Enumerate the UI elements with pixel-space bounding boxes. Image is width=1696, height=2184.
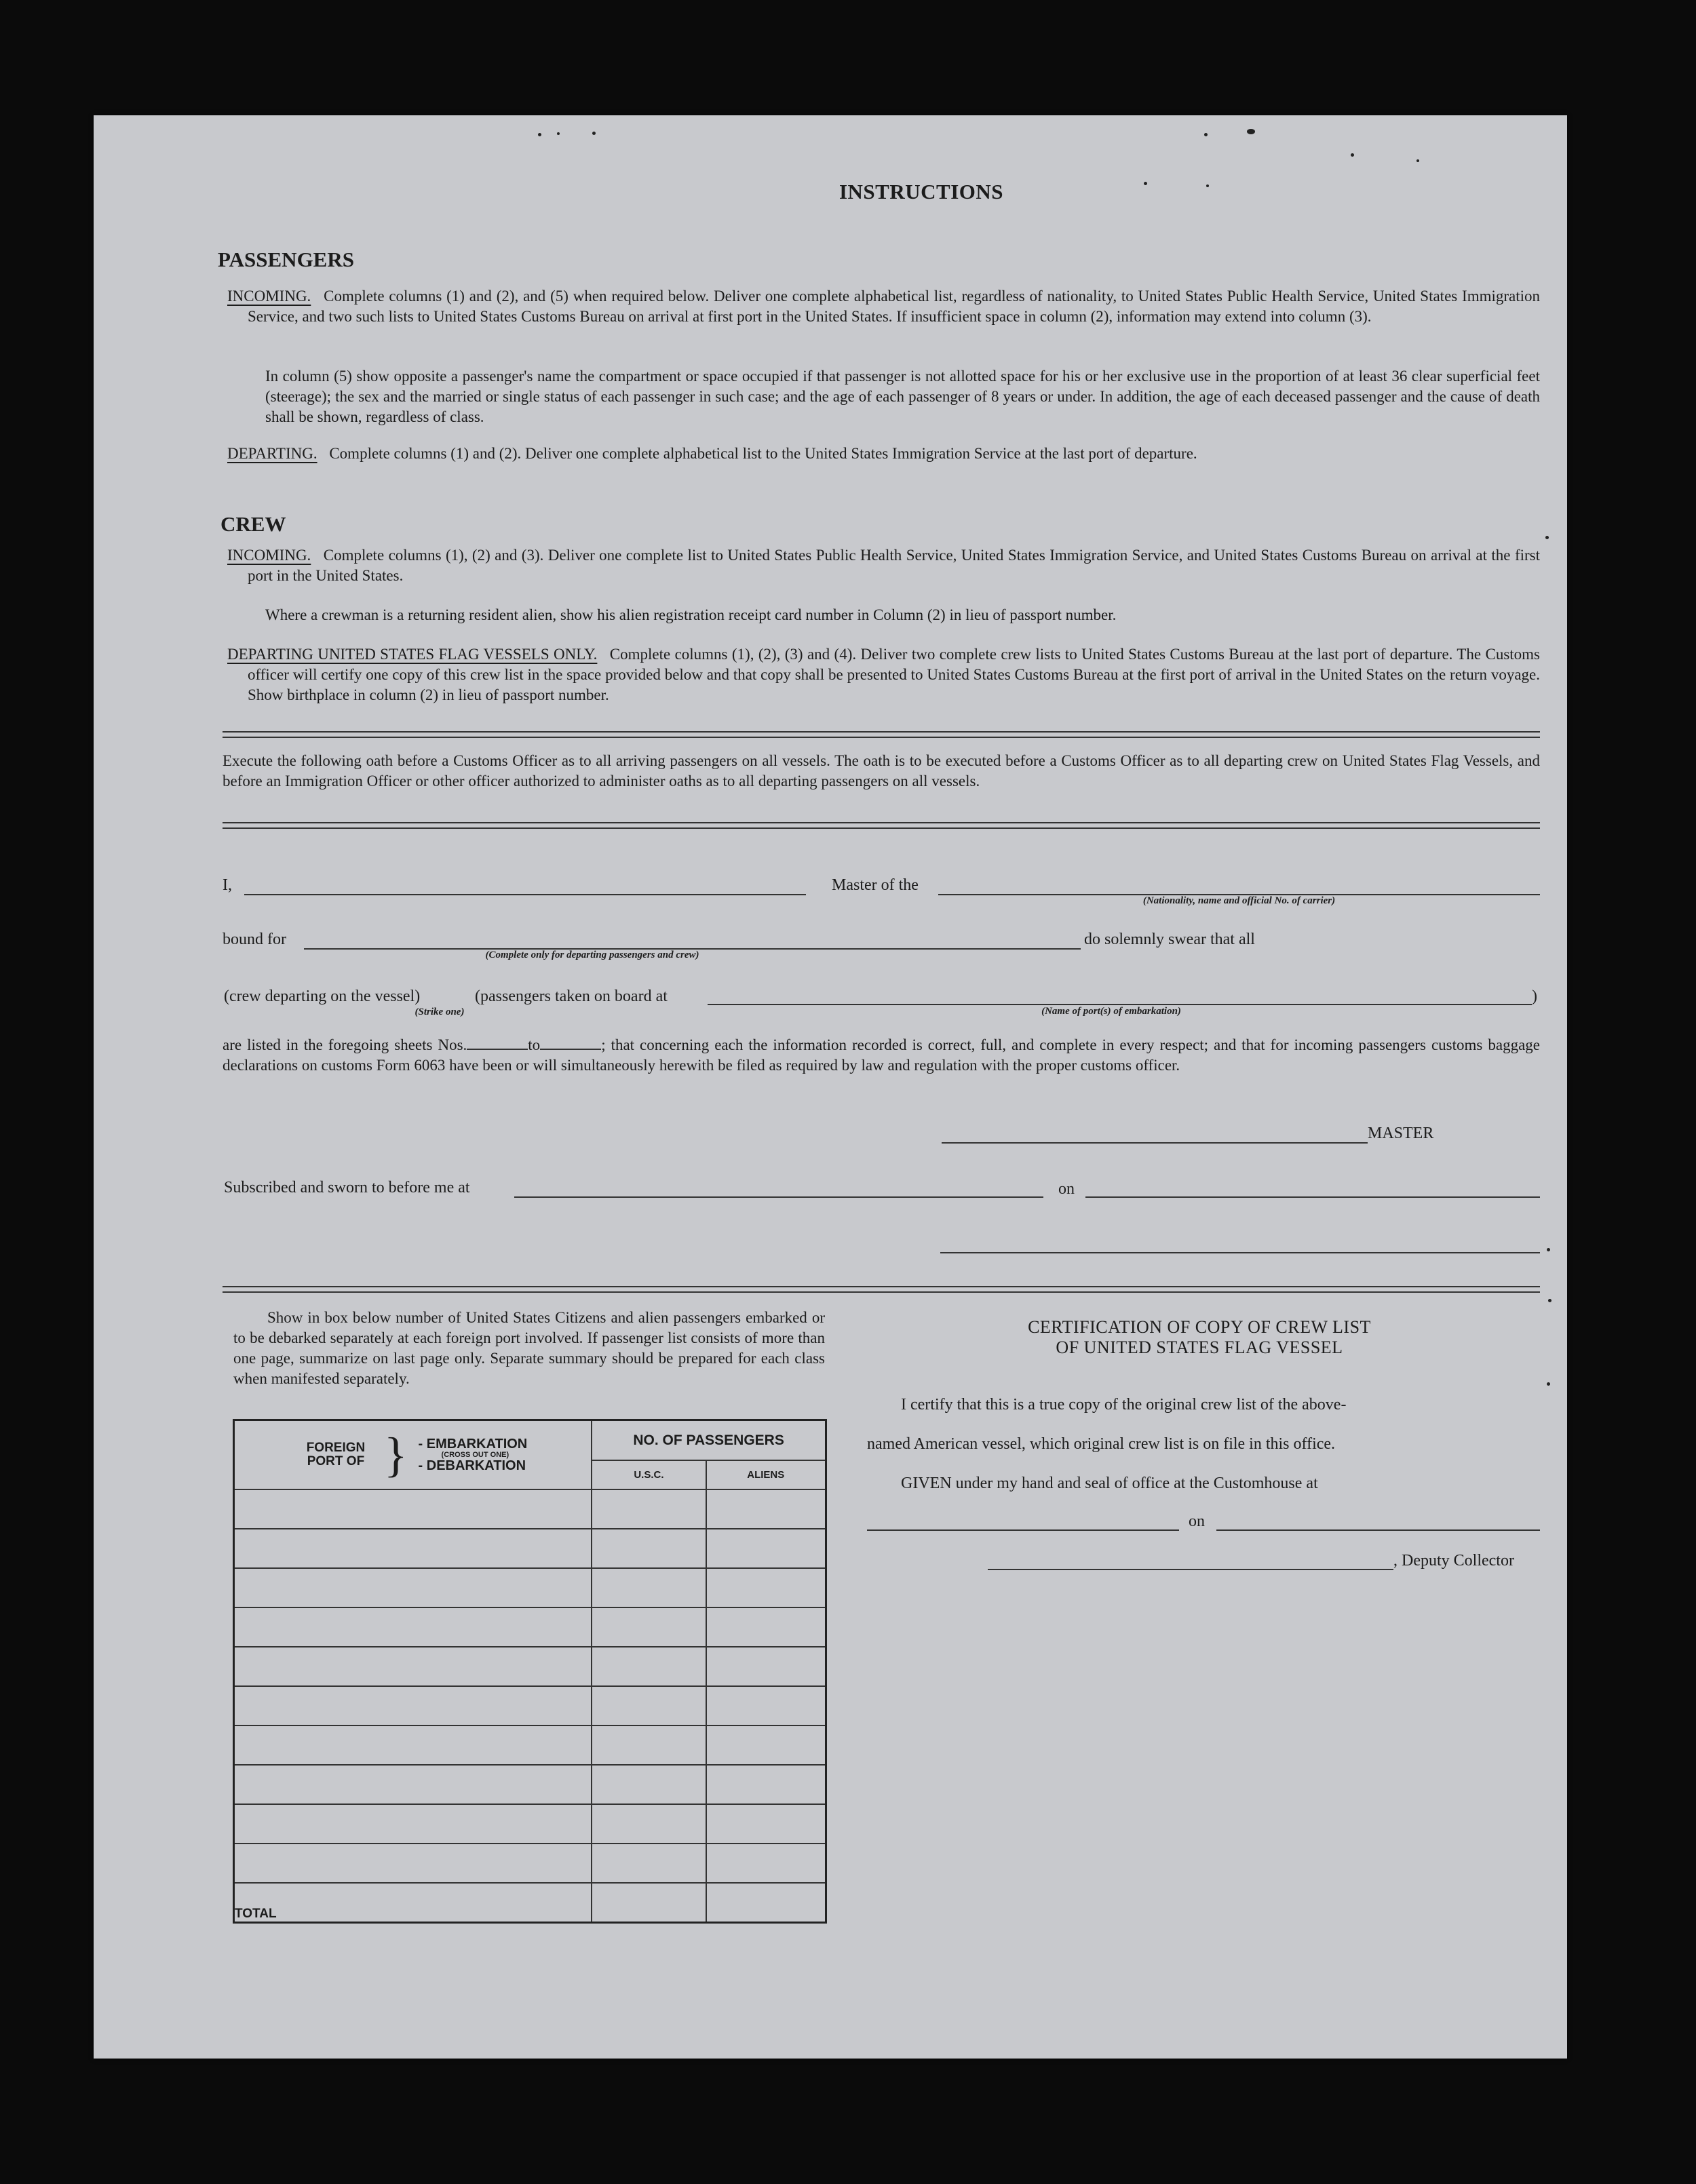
- foreign-port-label: FOREIGN PORT OF: [306, 1441, 366, 1468]
- aliens-cell[interactable]: [706, 1844, 826, 1883]
- total-row: [234, 1883, 826, 1923]
- subscribed-on-label: on: [1058, 1180, 1075, 1198]
- aliens-cell[interactable]: [706, 1725, 826, 1765]
- usc-cell[interactable]: [592, 1529, 706, 1568]
- usc-cell[interactable]: [592, 1765, 706, 1804]
- master-label: MASTER: [1368, 1125, 1434, 1142]
- divider: [223, 1286, 1540, 1293]
- usc-cell[interactable]: [592, 1804, 706, 1844]
- complete-only-caption: (Complete only for departing passengers and crew): [485, 950, 699, 960]
- certification-title: [860, 1317, 1539, 1358]
- crew-departing-option: (crew departing on the vessel): [224, 988, 421, 1005]
- to-label: to: [528, 1036, 541, 1053]
- deputy-signature-line[interactable]: [988, 1569, 1393, 1570]
- master-signature-line[interactable]: [942, 1142, 1368, 1144]
- usc-cell[interactable]: [592, 1844, 706, 1883]
- scan-speck: [1144, 182, 1147, 185]
- port-embarkation-line[interactable]: [708, 1004, 1532, 1005]
- passengers-incoming-text: Complete columns (1) and (2), and (5) when required below. Deliver one complete alphabetical list, regardless of nationality, to United States Public Health Service, United States Immigration Service, and two such lists to United States Customs Bureau on arrival at first port in the United States. If insufficient space in column (2), information may extend into column (3).: [248, 288, 1541, 325]
- crew-incoming-paragraph: [227, 545, 1540, 586]
- table-row: [234, 1647, 826, 1686]
- cross-out-one-label: (CROSS OUT ONE): [441, 1451, 509, 1459]
- subscribed-label: Subscribed and sworn to before me at: [224, 1179, 470, 1196]
- passengers-column5-paragraph: In column (5) show opposite a passenger's name the compartment or space occupied if that passenger is not allotted space for his or her exclusive use in the proportion of at least 36 clear superficial feet (steerage); the sex and the married or single status of each passenger in such case; and the age of each passenger of 8 years or under. In addition, the age of each deceased passenger and the cause of death shall be shown, regardless of class.: [265, 368, 1540, 425]
- certify-line2: named American vessel, which original crew list is on file in this office.: [867, 1435, 1336, 1453]
- port-cell[interactable]: [234, 1765, 592, 1804]
- aliens-cell[interactable]: [706, 1568, 826, 1607]
- table-row: [234, 1529, 826, 1568]
- aliens-cell[interactable]: [706, 1489, 826, 1529]
- total-label: TOTAL: [234, 1883, 592, 1923]
- usc-cell[interactable]: [592, 1647, 706, 1686]
- sheet-to-field[interactable]: [540, 1049, 601, 1050]
- cert-on-label: on: [1189, 1513, 1205, 1530]
- passenger-summary-table: [233, 1419, 827, 1924]
- usc-cell[interactable]: [592, 1568, 706, 1607]
- deputy-collector-label: , Deputy Collector: [1393, 1552, 1514, 1569]
- table-row: [234, 1607, 826, 1647]
- officer-signature-line[interactable]: [940, 1252, 1540, 1253]
- listed-rest: ; that concerning each the information recorded is correct, full, and complete in every respect; and that for incoming passengers customs baggage declarations on customs Form 6063 have been or will simultaneously herewith be filed as required by law and regulation with the proper customs officer.: [223, 1036, 1540, 1074]
- table-row: [234, 1765, 826, 1804]
- scan-speck: [1247, 129, 1255, 134]
- scan-speck: [1206, 184, 1209, 187]
- customhouse-line[interactable]: [867, 1529, 1179, 1531]
- cert-date-line[interactable]: [1216, 1529, 1540, 1531]
- port-cell[interactable]: [234, 1725, 592, 1765]
- passengers-departing-lead: DEPARTING.: [227, 445, 317, 462]
- scan-speck: [1548, 1299, 1552, 1302]
- table-row: [234, 1686, 826, 1725]
- table-row: [234, 1725, 826, 1765]
- passengers-taken-option: (passengers taken on board at: [475, 988, 668, 1005]
- passengers-departing-paragraph: [227, 444, 1540, 464]
- master-of-the-label: Master of the: [832, 876, 919, 894]
- aliens-cell[interactable]: [706, 1607, 826, 1647]
- subscribed-on-line[interactable]: [1085, 1196, 1540, 1198]
- debarkation-label: - DEBARKATION: [418, 1458, 526, 1473]
- passengers-departing-text: Complete columns (1) and (2). Deliver one complete alphabetical list to the United States Immigration Service at the last port of departure.: [329, 445, 1197, 462]
- passengers-incoming-lead: INCOMING.: [227, 288, 311, 305]
- close-paren: ): [1532, 988, 1537, 1005]
- embarkation-label: - EMBARKATION: [418, 1437, 528, 1451]
- nationality-caption: (Nationality, name and official No. of carrier): [1142, 895, 1336, 906]
- oath-instruction: Execute the following oath before a Customs Officer as to all arriving passengers on all vessels. The oath is to be executed before a Customs Officer as to all departing crew on United States Flag Vessels, and before an Immigration Officer or other officer authorized to administer oaths as to all departing passengers on all vessels.: [223, 752, 1540, 789]
- port-header: [234, 1420, 592, 1490]
- aliens-total-cell[interactable]: [706, 1883, 826, 1923]
- port-cell[interactable]: [234, 1804, 592, 1844]
- page-title: INSTRUCTIONS: [839, 180, 1003, 203]
- usc-header: U.S.C.: [592, 1460, 706, 1489]
- port-cell[interactable]: [234, 1489, 592, 1529]
- crew-heading: CREW: [220, 512, 286, 536]
- scan-speck: [1204, 133, 1208, 136]
- brace-icon: }: [383, 1428, 408, 1482]
- listed-paragraph: [223, 1035, 1540, 1076]
- usc-cell[interactable]: [592, 1686, 706, 1725]
- passengers-heading: PASSENGERS: [218, 248, 354, 271]
- subscribed-at-line[interactable]: [514, 1196, 1043, 1198]
- given-text: GIVEN under my hand and seal of office at the Customhouse at: [901, 1475, 1318, 1492]
- scan-speck: [1547, 1248, 1550, 1251]
- master-name-line[interactable]: [244, 894, 806, 895]
- port-cell[interactable]: [234, 1607, 592, 1647]
- crew-departing-text: Complete columns (1), (2), (3) and (4). Deliver two complete crew lists to United States Customs Bureau at the last port of departure. The Customs officer will certify one copy of this crew list in the space provided below and that copy shall be presented to United States Customs Bureau at the first port of arrival in the United States on the return voyage. Show birthplace in column (2) in lieu of passport number.: [248, 646, 1541, 703]
- table-row: [234, 1804, 826, 1844]
- scan-speck: [1416, 159, 1419, 162]
- aliens-cell[interactable]: [706, 1804, 826, 1844]
- scan-speck: [557, 132, 560, 135]
- crew-departing-paragraph: [227, 644, 1541, 705]
- scan-speck: [1545, 536, 1549, 539]
- table-row: [234, 1489, 826, 1529]
- listed-prefix: are listed in the foregoing sheets Nos.: [223, 1036, 467, 1053]
- solemnly-swear-text: do solemnly swear that all: [1084, 931, 1255, 948]
- crew-incoming-text: Complete columns (1), (2) and (3). Deliver one complete list to United States Public Health Service, United States Immigration Service, and United States Customs Bureau on arrival at the first port in the United States.: [248, 547, 1540, 584]
- scan-speck: [1351, 153, 1354, 157]
- aliens-cell[interactable]: [706, 1686, 826, 1725]
- crew-incoming-lead: INCOMING.: [227, 547, 311, 564]
- strike-one-caption: (Strike one): [415, 1007, 465, 1017]
- oath-i-label: I,: [223, 876, 232, 894]
- certify-line1: I certify that this is a true copy of the original crew list of the above-: [901, 1396, 1347, 1413]
- scan-speck: [1547, 1382, 1550, 1386]
- scan-speck: [592, 132, 596, 135]
- certification-title-line2: OF UNITED STATES FLAG VESSEL: [1056, 1338, 1343, 1357]
- aliens-header: ALIENS: [706, 1460, 826, 1489]
- divider: [223, 731, 1540, 738]
- port-caption: (Name of port(s) of embarkation): [1041, 1006, 1181, 1017]
- no-of-passengers-header: NO. OF PASSENGERS: [592, 1420, 826, 1461]
- certification-title-line1: CERTIFICATION OF COPY OF CREW LIST: [1028, 1317, 1371, 1337]
- bound-for-label: bound for: [223, 931, 286, 948]
- aliens-cell[interactable]: [706, 1765, 826, 1804]
- usc-cell[interactable]: [592, 1489, 706, 1529]
- summary-instruction: Show in box below number of United States Citizens and alien passengers embarked or to be debarked separately at each foreign port involved. If passenger list consists of more than one page, summarize on last page only. Separate summary should be prepared for each class when manifested separately.: [233, 1309, 825, 1387]
- scan-speck: [538, 133, 541, 136]
- aliens-cell[interactable]: [706, 1529, 826, 1568]
- table-row: [234, 1844, 826, 1883]
- document-page: [94, 115, 1567, 2059]
- passengers-incoming-paragraph: [227, 286, 1541, 327]
- crew-departing-lead: DEPARTING UNITED STATES FLAG VESSELS ONLY.: [227, 646, 598, 663]
- port-cell[interactable]: [234, 1529, 592, 1568]
- port-cell[interactable]: [234, 1568, 592, 1607]
- port-cell[interactable]: [234, 1686, 592, 1725]
- crew-resident-paragraph: Where a crewman is a returning resident alien, show his alien registration receipt card number in Column (2) in lieu of passport number.: [265, 606, 1117, 623]
- port-cell[interactable]: [234, 1647, 592, 1686]
- usc-cell[interactable]: [592, 1725, 706, 1765]
- aliens-cell[interactable]: [706, 1647, 826, 1686]
- embarkation-options: [419, 1437, 528, 1473]
- sheet-from-field[interactable]: [467, 1049, 528, 1050]
- usc-cell[interactable]: [592, 1607, 706, 1647]
- port-cell[interactable]: [234, 1844, 592, 1883]
- table-row: [234, 1568, 826, 1607]
- usc-total-cell[interactable]: [592, 1883, 706, 1923]
- divider: [223, 822, 1540, 829]
